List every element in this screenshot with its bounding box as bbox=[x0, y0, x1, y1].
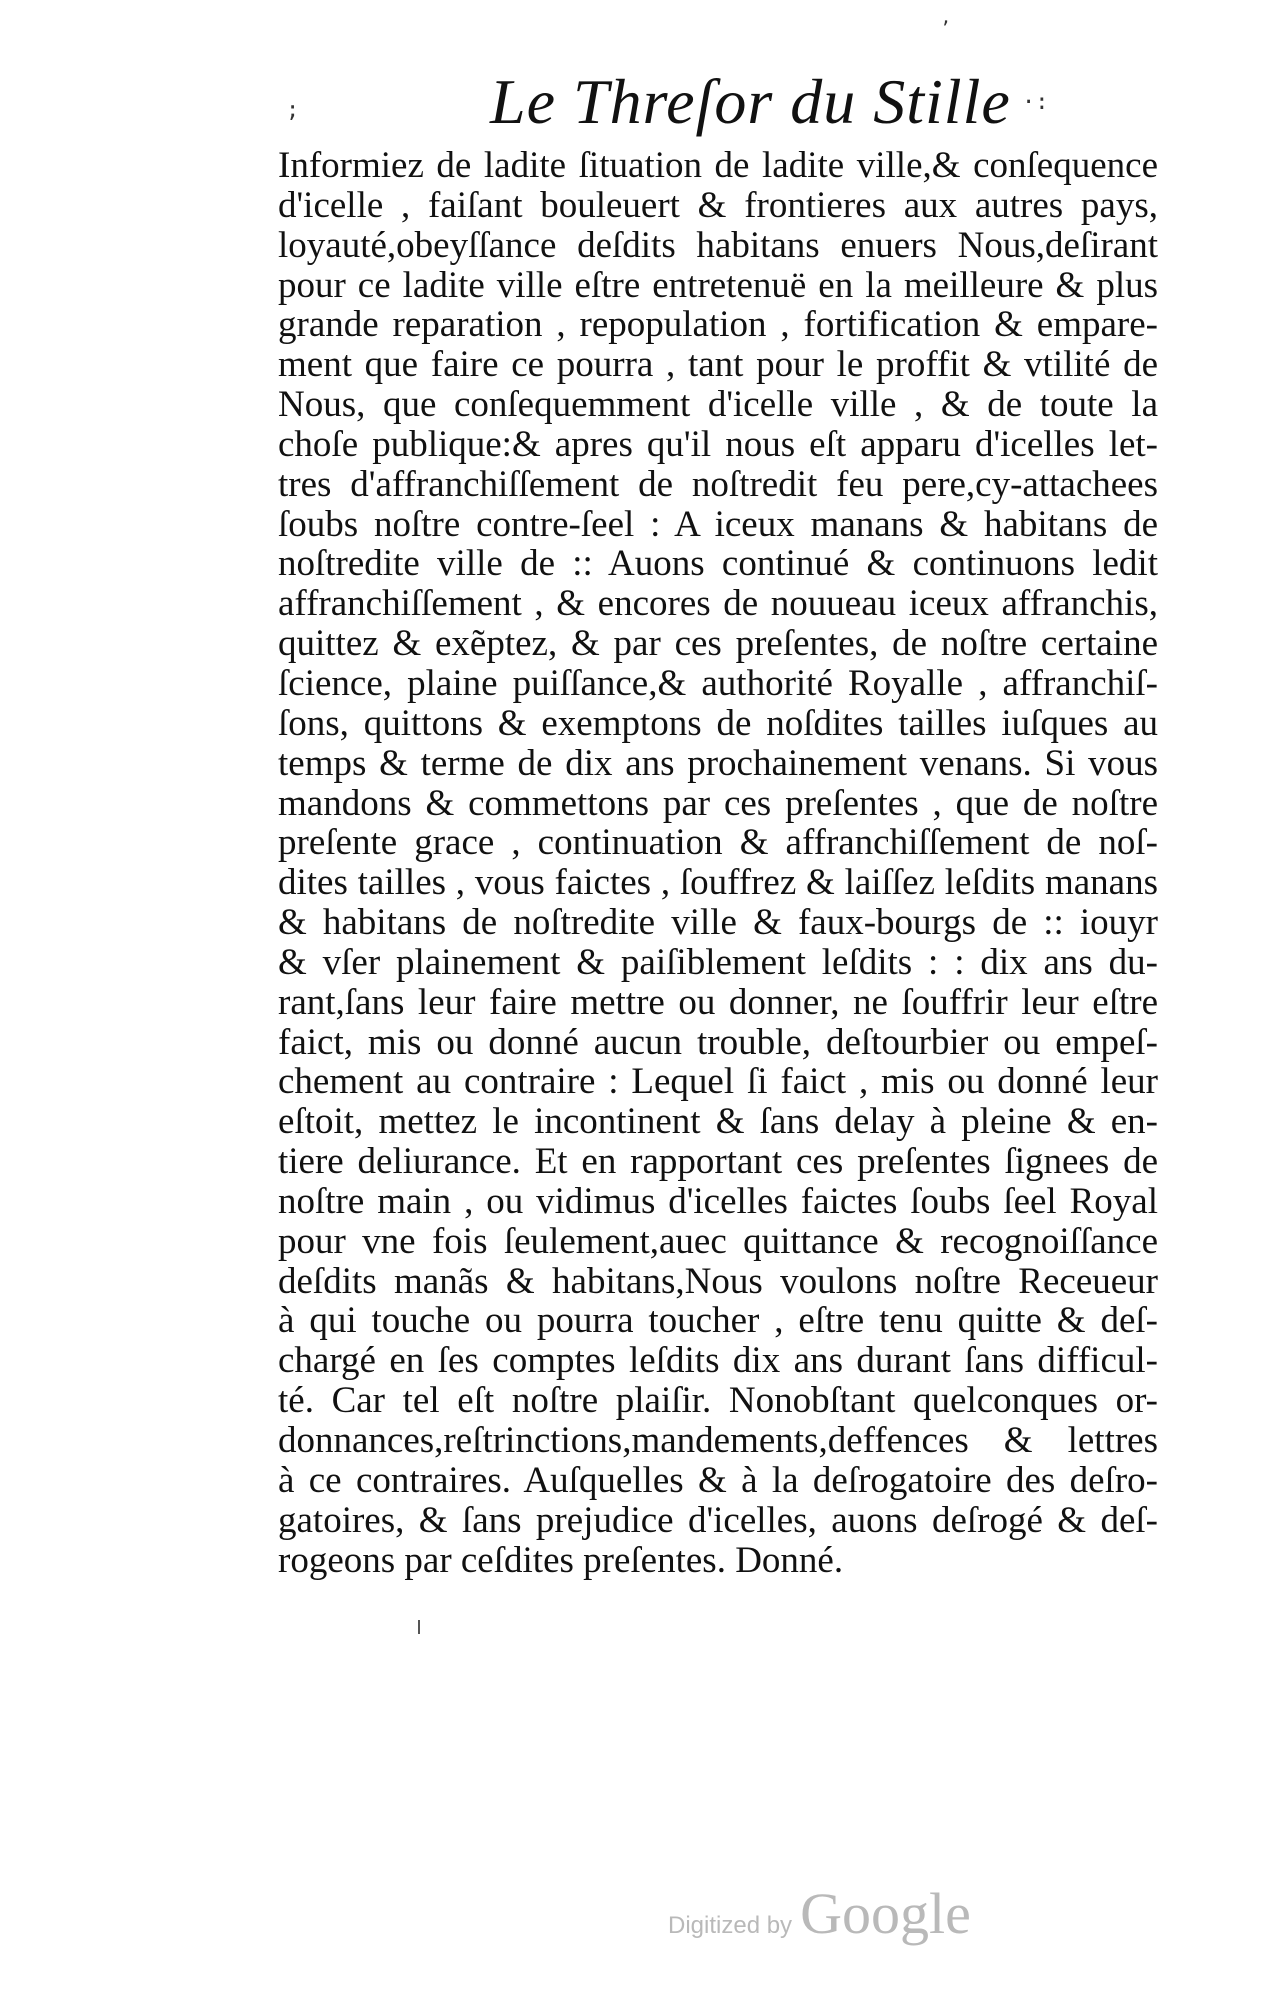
text-line: loyauté,obeyſſance deſdits habitans enuers Nous,deſirant bbox=[278, 224, 1158, 266]
text-line: chargé en ſes comptes leſdits dix ans durant ſans difficul- bbox=[278, 1340, 1158, 1382]
top-ink-mark: ʼ bbox=[940, 18, 951, 39]
text-line: deſdits manãs & habitans,Nous voulons noſtre Receueur bbox=[278, 1260, 1158, 1302]
text-line: ment que faire ce pourra , tant pour le proffit & vtilité de bbox=[278, 344, 1158, 386]
text-line: temps & terme de dix ans prochainement venans. Si vous bbox=[278, 742, 1158, 784]
text-line: gatoires, & ſans prejudice d'icelles, auons deſrogé & deſ- bbox=[278, 1499, 1158, 1541]
text-line: faict, mis ou donné aucun trouble, deſtourbier ou empeſ- bbox=[278, 1021, 1158, 1063]
text-line: donnances,reſtrinctions,mandements,deffences & lettres bbox=[278, 1420, 1158, 1461]
text-line: d'icelle , faiſant bouleuert & frontieres aux autres pays, bbox=[278, 184, 1158, 226]
digitized-by-label: Digitized by bbox=[668, 1912, 793, 1939]
text-line: Informiez de ladite ſituation de ladite ville,& conſequence bbox=[278, 145, 1158, 186]
right-ink-mark: ·: bbox=[1022, 90, 1049, 115]
running-title: Le Threſor du Stille bbox=[490, 66, 1011, 137]
text-line: preſente grace , continuation & affranchiſſement de noſ- bbox=[278, 822, 1158, 864]
body-text bbox=[278, 146, 1158, 1580]
text-line: affranchiſſement , & encores de nouueau iceux affranchis, bbox=[278, 583, 1158, 625]
text-line: & vſer plainement & paiſiblement leſdits : : dix ans du- bbox=[278, 941, 1158, 983]
text-line: tres d'affranchiſſement de noſtredit feu pere,cy-attachees bbox=[278, 463, 1158, 505]
google-wordmark: Google bbox=[800, 1881, 971, 1946]
text-line: grande reparation , repopulation , fortification & empare- bbox=[278, 304, 1158, 346]
text-line: eſtoit, mettez le incontinent & ſans delay à pleine & en- bbox=[278, 1101, 1158, 1143]
text-line: à ce contraires. Auſquelles & à la deſrogatoire des deſro- bbox=[278, 1459, 1158, 1501]
text-line: té. Car tel eſt noſtre plaiſir. Nonobſtant quelconques or- bbox=[278, 1380, 1158, 1422]
text-line: tiere deliurance. Et en rapportant ces preſentes ſignees de bbox=[278, 1141, 1158, 1183]
text-line: ſons, quittons & exemptons de noſdites tailles iuſques au bbox=[278, 702, 1158, 744]
text-line: noſtredite ville de :: Auons continué & continuons ledit bbox=[278, 543, 1158, 585]
digitization-watermark bbox=[668, 1880, 971, 1947]
text-line: choſe publique:& apres qu'il nous eſt apparu d'icelles let- bbox=[278, 423, 1158, 465]
text-line: ſcience, plaine puiſſance,& authorité Royalle , affranchiſ- bbox=[278, 662, 1158, 704]
text-line: pour ce ladite ville eſtre entretenuë en la meilleure & plus bbox=[278, 264, 1158, 306]
text-line: noſtre main , ou vidimus d'icelles faictes ſoubs ſeel Royal bbox=[278, 1180, 1158, 1222]
text-line: quittez & exẽptez, & par ces preſentes, de noſtre certaine bbox=[278, 623, 1158, 665]
text-line: chement au contraire : Lequel ſi faict , mis ou donné leur bbox=[278, 1061, 1158, 1103]
text-line: à qui touche ou pourra toucher , eſtre tenu quitte & deſ- bbox=[278, 1300, 1158, 1342]
text-line: dites tailles , vous faictes , ſouffrez & laiſſez leſdits manans bbox=[278, 862, 1158, 904]
text-line: mandons & commettons par ces preſentes , que de noſtre bbox=[278, 782, 1158, 824]
left-ink-mark: ; bbox=[286, 98, 300, 123]
text-line: Nous, que conſequemment d'icelle ville , & de toute la bbox=[278, 384, 1158, 426]
text-line: ſoubs noſtre contre-ſeel : A iceux manans & habitans de bbox=[278, 503, 1158, 545]
text-line: pour vne fois ſeulement,auec quittance & recognoiſſance bbox=[278, 1220, 1158, 1262]
text-line: & habitans de noſtredite ville & faux-bourgs de :: iouyr bbox=[278, 902, 1158, 944]
text-line-final: rogeons par ceſdites preſentes. Donné. bbox=[278, 1539, 844, 1581]
stray-ink-mark bbox=[418, 1620, 420, 1634]
text-line: rant,ſans leur faire mettre ou donner, ne ſouffrir leur eſtre bbox=[278, 981, 1158, 1023]
